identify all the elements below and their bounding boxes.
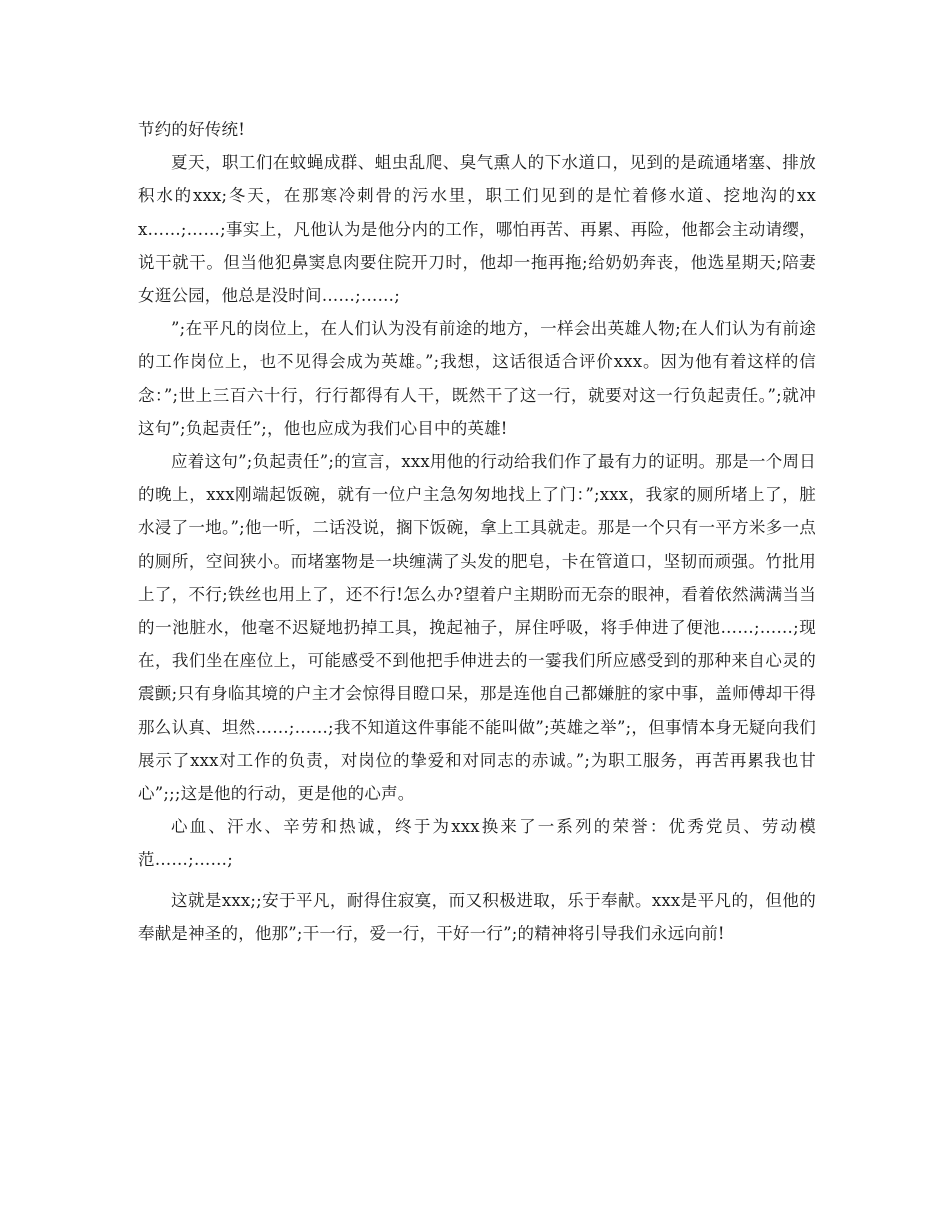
paragraph-3: ”;在平凡的岗位上，在人们认为没有前途的地方，一样会出英雄人物;在人们认为有前途的工作岗位上，也不见得会成为英雄。”;我想，这话很适合评价xxx。因为他有着这样的信念：”;世上三百六十行，行行都得有人干，既然干了这一行，就要对这一行负起责任。”;就冲这句”;负起责任”;，他也应成为我们心目中的英雄!: [138, 319, 816, 438]
paragraph-6: 这就是xxx;;安于平凡，耐得住寂寞，而又积极进取，乐于奉献。xxx是平凡的，但他的奉献是神圣的，他那”;干一行，爱一行，干好一行”;的精神将引导我们永远向前!: [138, 890, 816, 943]
paragraph-2: 夏天，职工们在蚊蝇成群、蛆虫乱爬、臭气熏人的下水道口，见到的是疏通堵塞、排放积水的xxx;冬天，在那寒冷刺骨的污水里，职工们见到的是忙着修水道、挖地沟的xxx……;……;事实上，凡他认为是他分内的工作，哪怕再苦、再累、再险，他都会主动请缨，说干就干。但当他犯鼻窦息肉要住院开刀时，他却一拖再拖;给奶奶奔丧，他选星期天;陪妻女逛公园，他总是没时间……;……;: [138, 153, 816, 306]
paragraph-4: 应着这句”;负起责任”;的宣言，xxx用他的行动给我们作了最有力的证明。那是一个周日的晚上，xxx刚端起饭碗，就有一位户主急匆匆地找上了门：”;xxx，我家的厕所堵上了，脏水浸了一地。”;他一听，二话没说，搁下饭碗，拿上工具就走。那是一个只有一平方米多一点的厕所，空间狭小。而堵塞物是一块缠满了头发的肥皂，卡在管道口，坚韧而顽强。竹批用上了，不行;铁丝也用上了，还不行!怎么办?望着户主期盼而无奈的眼神，看着依然满满当当的一池脏水，他毫不迟疑地扔掉工具，挽起袖子，屏住呼吸，将手伸进了便池……;……;现在，我们坐在座位上，可能感受不到他把手伸进去的一霎我们所应感受到的那种来自心灵的震颤;只有身临其境的户主才会惊得目瞪口呆，那是连他自己都嫌脏的家中事，盖师傅却干得那么认真、坦然……;……;我不知道这件事能不能叫做”;英雄之举”;，但事情本身无疑向我们展示了xxx对工作的负责，对岗位的挚爱和对同志的赤诚。”;为职工服务，再苦再累我也甘心”;;;这是他的行动，更是他的心声。: [138, 452, 816, 804]
paragraph-1: 节约的好传统!: [138, 120, 246, 139]
document-body: [138, 113, 816, 950]
paragraph-5: 心血、汗水、辛劳和热诚，终于为xxx换来了一系列的荣誉：优秀党员、劳动模范……;……;: [138, 817, 816, 870]
